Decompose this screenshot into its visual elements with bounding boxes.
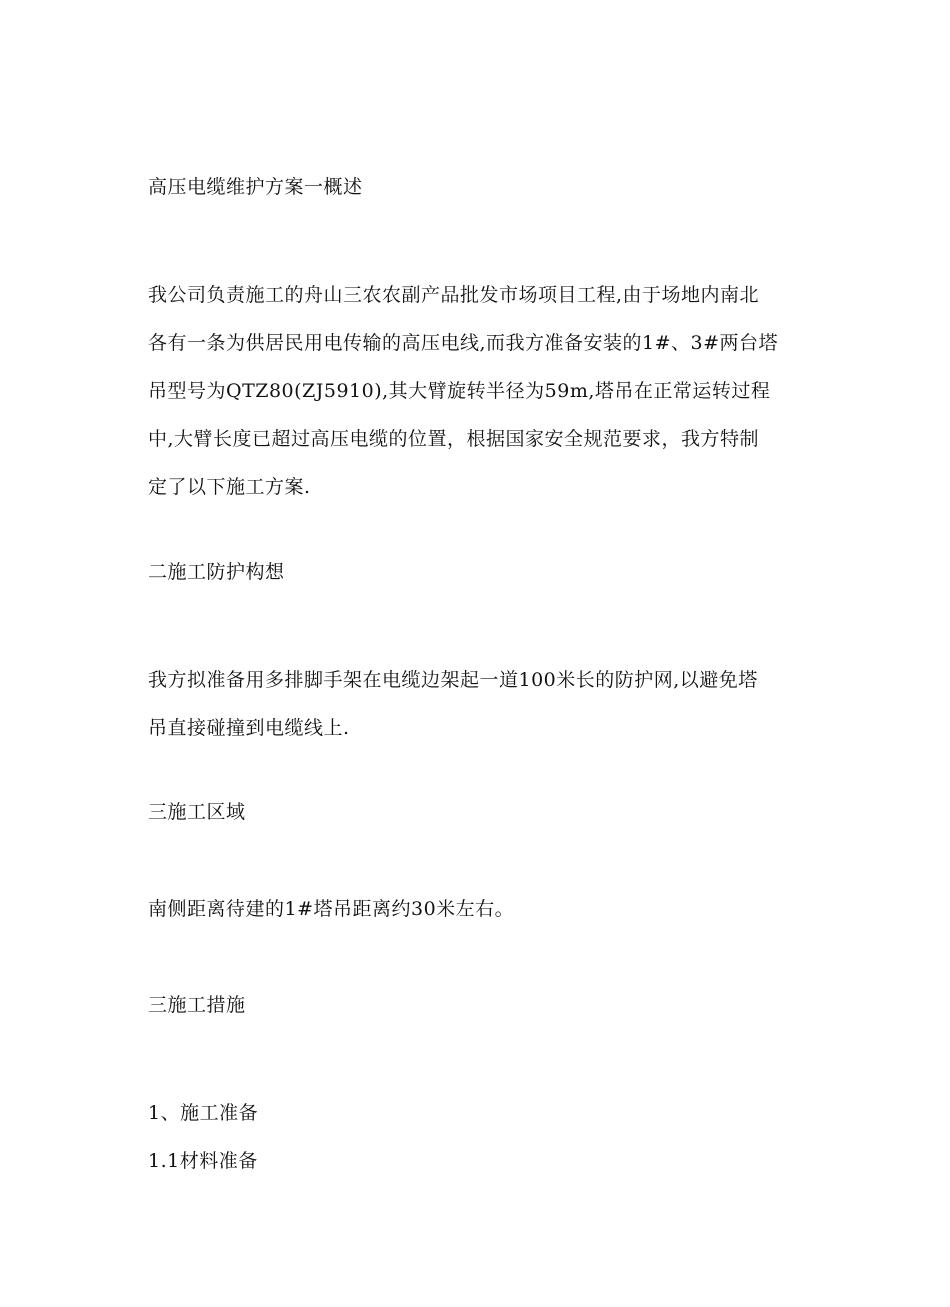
paragraph-line: 我方拟准备用多排脚手架在电缆边架起一道100米长的防护网,以避免塔 — [148, 669, 758, 691]
subheading-construction-preparation: 1、施工准备 — [148, 1102, 259, 1124]
section-heading-construction-measures: 三施工措施 — [148, 994, 246, 1016]
paragraph-line: 吊直接碰撞到电缆线上. — [148, 717, 350, 739]
paragraph-line: 中,大臂长度已超过高压电缆的位置，根据国家安全规范要求，我方特制 — [148, 428, 760, 450]
paragraph-line: 定了以下施工方案. — [148, 476, 311, 498]
section-heading-overview: 高压电缆维护方案一概述 — [148, 176, 363, 198]
section-heading-protection-concept: 二施工防护构想 — [148, 561, 285, 583]
subheading-material-preparation: 1.1材料准备 — [148, 1150, 258, 1172]
paragraph-line: 各有一条为供居民用电传输的高压电线,而我方准备安装的1#、3#两台塔 — [148, 332, 779, 354]
paragraph-line: 南侧距离待建的1#塔吊距离约30米左右。 — [148, 898, 515, 920]
section-heading-construction-area: 三施工区域 — [148, 801, 246, 823]
paragraph-line: 吊型号为QTZ80(ZJ5910),其大臂旋转半径为59m,塔吊在正常运转过程 — [148, 380, 771, 402]
paragraph-line: 我公司负责施工的舟山三农农副产品批发市场项目工程,由于场地内南北 — [148, 284, 760, 306]
